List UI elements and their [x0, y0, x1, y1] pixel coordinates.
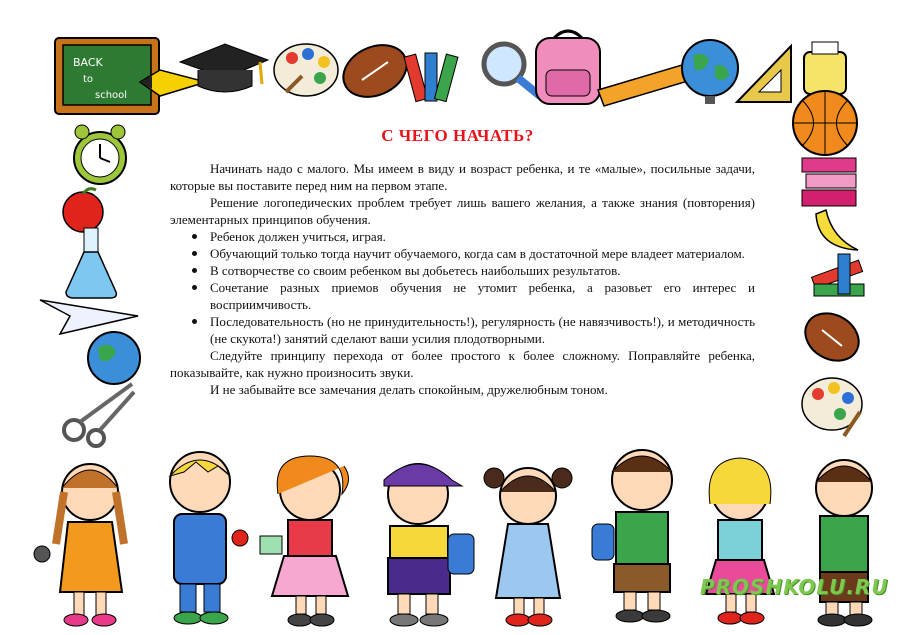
list-item: Сочетание разных приемов обучения не утомит ребенка, а разовьет его интерес и восприимчивость.: [210, 280, 755, 312]
list-item: В сотворчестве со своим ребенком вы добьетесь наибольших результатов.: [210, 262, 755, 279]
child-figure-7: [690, 452, 790, 628]
child-figure-8: [796, 448, 896, 628]
football-right-icon: [800, 306, 864, 368]
chalkboard-text-back: BACK: [73, 56, 103, 69]
basketball-icon: [790, 88, 860, 158]
football-icon: [340, 40, 410, 102]
books-icon: [802, 154, 860, 210]
crayons-icon: [405, 45, 465, 107]
crayons-right-icon: [808, 250, 870, 310]
chalkboard-text-school: school: [95, 90, 128, 101]
child-figure-2: [148, 442, 252, 628]
triangle-ruler-icon: [735, 44, 795, 104]
banana-icon: [812, 204, 862, 254]
paragraph: Решение логопедических проблем требует лишь вашего желания, а также знания (повторения) элементарных принципов обучения.: [170, 195, 755, 227]
paragraph: Начинать надо с малого. Мы имеем в виду и возраст ребенка, и те «малые», посильные задачи, которые вы поставите перед ним на первом этапе.: [170, 161, 755, 193]
list-item: Ребенок должен учиться, играя.: [210, 228, 755, 245]
paragraph: Следуйте принципу перехода от более простого к более сложному. Поправляйте ребенка, показывайте, как нужно произносить звуки.: [170, 348, 755, 380]
child-figure-3: [258, 450, 362, 628]
article-body: [170, 160, 755, 398]
list-item: Последовательность (но не принудительность!), регулярность (не навязчивость!), и методичность (не скукота!) занятий сделают ваши усилия плодотворными.: [210, 314, 755, 346]
child-figure-5: [478, 456, 578, 628]
child-figure-4: [366, 450, 476, 628]
paint-palette-icon: [272, 40, 342, 98]
paragraph: И не забывайте все замечания делать спокойным, дружелюбным тоном.: [210, 382, 608, 397]
paint-palette-right-icon: [800, 372, 866, 438]
list-item: Обучающий только тогда научит обучаемого, когда сам в достаточной мере владеет материалом.: [210, 245, 755, 262]
page-title: С ЧЕГО НАЧАТЬ?: [381, 126, 534, 145]
graduation-cap-icon: [180, 40, 270, 100]
child-figure-1: [30, 452, 140, 628]
apple-icon: [58, 186, 108, 234]
principles-list: [170, 228, 755, 347]
chalkboard-text-to: to: [83, 74, 94, 85]
scissors-icon: [60, 378, 140, 448]
watermark: PROSHKOLU.RU: [700, 575, 889, 599]
child-figure-6: [590, 440, 694, 628]
backpack-icon: [530, 24, 606, 106]
flask-icon: [64, 228, 120, 300]
